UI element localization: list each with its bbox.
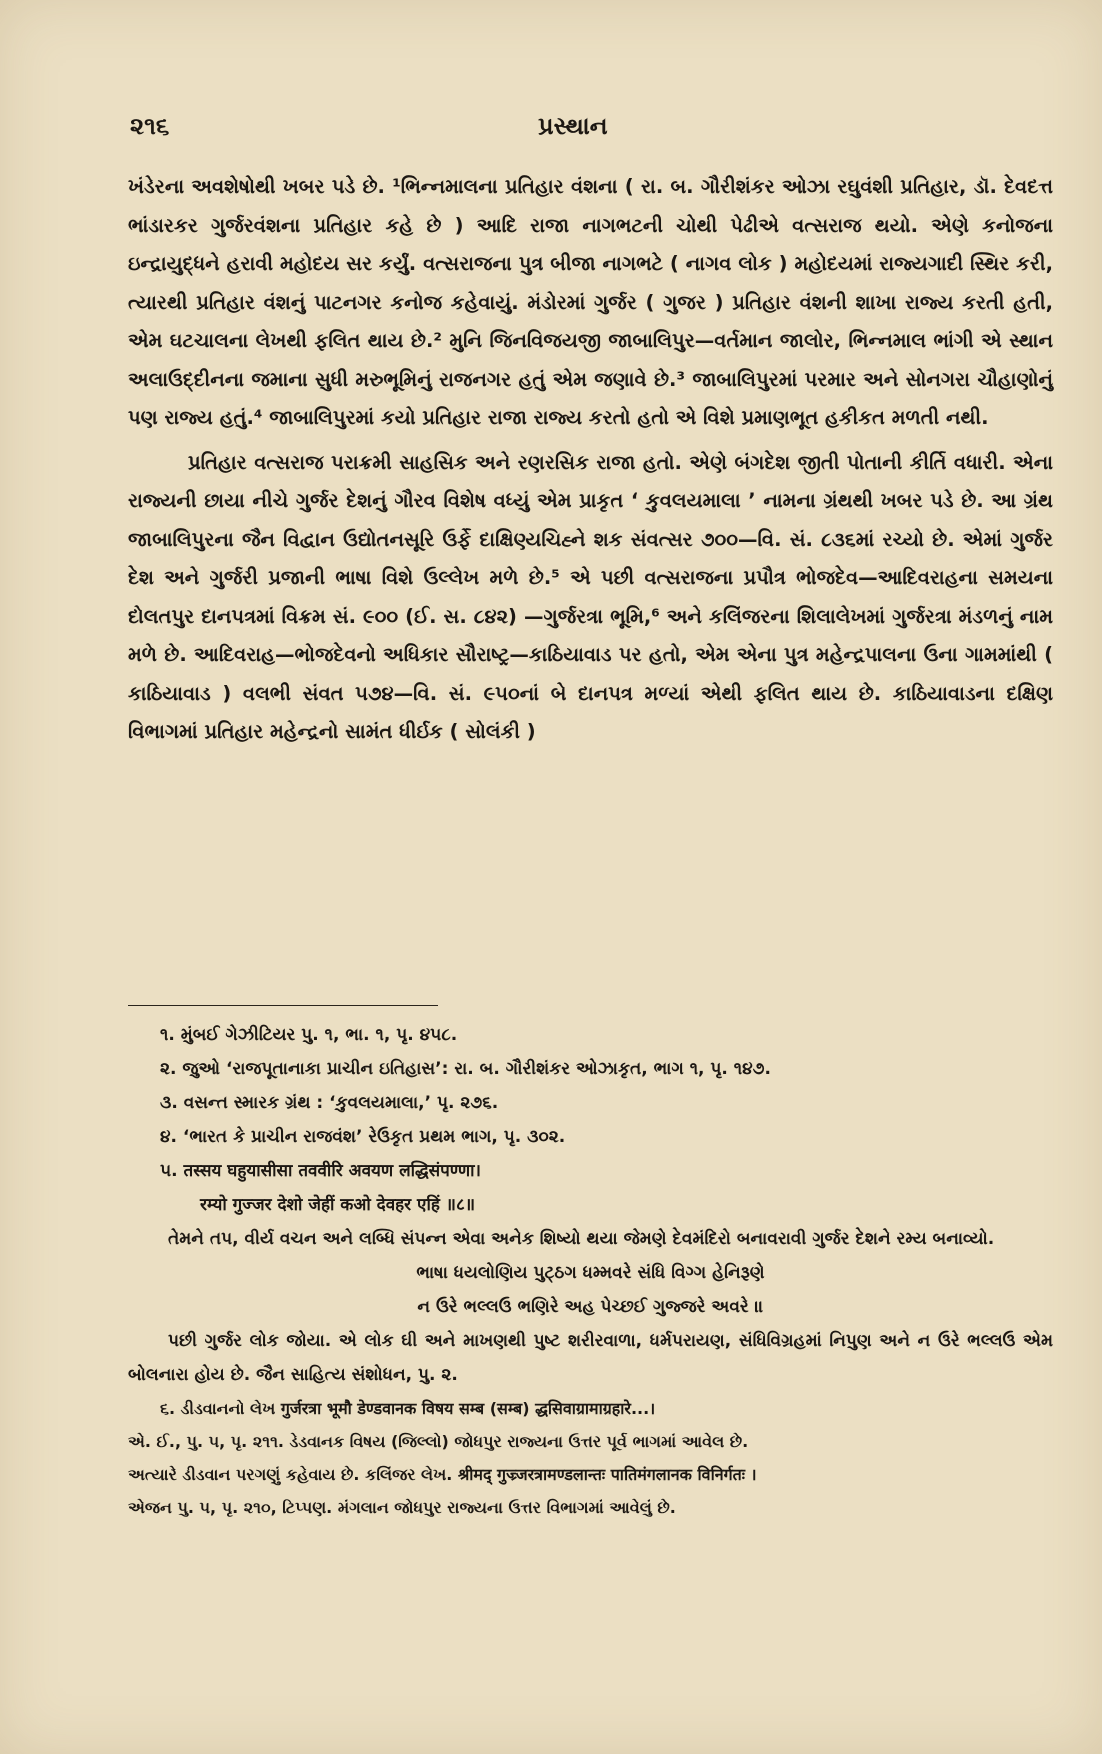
footnote-6-line-1: ૬. ડીડવાનનો લેખ गुर्जरत्रा भूमौ डेण्डवानक विषय सम्ब (सम्ब) द्धसिवाग्रामाग्रहारे...। [160, 1399, 656, 1418]
footnote-5-verse-1: ૫. तस्सय घहुयासीसा तववीरि अवयण लद्धिसंपण्णा। [160, 1161, 481, 1181]
footnote-6-line-4: એજન પુ. ૫, પૃ. ૨૧૦, ટિપ્પણ. મંગલાન જોધપુર રાજ્યના ઉત્તર વિભાગમાં આવેલું છે. [128, 1498, 676, 1517]
footnote-5-verse-2: रम्यो गुज्जर देशो जेहीं कओ देवहर एहिं ॥८॥ [200, 1195, 476, 1215]
page-number: ૨૧૬ [130, 112, 170, 140]
running-title: પ્રસ્થાન [538, 112, 608, 140]
footnote-5-gloss: તેમને તપ, વીર્ય વચન અને લબ્ધિ સંપન્ન એવા અનેક શિષ્યો થયા જેમણે દેવમંદિરો બનાવરાવી ગુર્જર દેશને રમ્ય બનાવ્યો. [168, 1229, 995, 1249]
footnote-6-line-2: એ. ઈ., પુ. ૫, પૃ. ૨૧૧. ડેડવાનક વિષય (જિલ્લો) જોધપુર રાજ્યના ઉત્તર પૂર્વ ભાગમાં આવેલ છે. [128, 1432, 749, 1451]
footnote-2: ૨. જુઓ ‘રાજપૂતાનાકા પ્રાચીન ઇતિહાસ’: રા. બ. ગૌરીશંકર ઓઝાકૃત, ભાગ ૧, પૃ. ૧૪૭. [160, 1059, 771, 1079]
paragraph-2: પ્રતિહાર વત્સરાજ પરાક્રમી સાહસિક અને રણરસિક રાજા હતો. એણે બંગદેશ જીતી પોતાની કીર્તિ વધારી. એના રાજ્યની છાયા નીચે ગુર્જર દેશનું ગૌરવ વિશેષ વધ્યું એમ પ્રાકૃત ‘ કુવલયમાલા ’ નામના ગ્રંથથી ખબર પડે છે. આ ગ્રંથ જાબાલિપુરના જૈન વિદ્વાન ઉદ્યોતનસૂરિ ઉર્ફે દાક્ષિણ્યચિહ્ને શક સંવત્સર ૭૦૦—વિ. સં. ૮૩૬માં રચ્યો છે. એમાં ગુર્જર દેશ અને ગુર્જરી પ્રજાની ભાષા વિશે ઉલ્લેખ મળે છે.⁵ એ પછી વત્સરાજના પ્રપૌત્ર ભોજદેવ—આદિવરાહના સમયના દોલતપુર દાનપત્રમાં વિક્રમ સં. ૯૦૦ (ઈ. સ. ૮૪૨) —ગુર્જરત્રા ભૂમિ,⁶ અને કલિંજરના શિલાલેખમાં ગુર્જરત્રા મંડળનું નામ મળે છે. આદિવરાહ—ભોજદેવનો અધિકાર સૌરાષ્ટ્ર—કાઠિયાવાડ પર હતો, એમ એના પુત્ર મહેન્દ્રપાલના ઉના ગામમાંથી ( કાઠિયાવાડ ) વલભી સંવત ૫૭૪—વિ. સં. ૯૫૦નાં બે દાનપત્ર મળ્યાં એથી ફલિત થાય છે. કાઠિયાવાડના દક્ષિણ વિભાગમાં પ્રતિહાર મહેન્દ્રનો સામંત ધીર્ઇક ( સોલંકી ) [128, 450, 1053, 743]
footnote-4: ૪. ‘ભારત કે પ્રાચીન રાજવંશ’ રેઉકૃત પ્રથમ ભાગ, પૃ. ૩૦૨. [160, 1127, 566, 1147]
footnote-5-prakrit-2: ન ઉરે ભલ્લઉ ભણિરે અહ પેચ્છઈ ગુજ્જરે અવરે ॥ [417, 1297, 764, 1317]
footnote-5-prakrit-1: ભાષા ધયલોણિય પુટ્ઠગ ધમ્મવરે સંધિ વિગ્ગ હેનિરૂણે [416, 1263, 765, 1283]
footnote-6-line-3: અત્યારે ડીડવાન પરગણું કહેવાય છે. કલિંજર લેખ. श्रीमद् गुज्र्जरत्रामण्डलान्तः पातिमंगलानक विनिर्गतः । [128, 1465, 757, 1484]
page-header [120, 112, 1060, 148]
footnote-divider [128, 1005, 438, 1006]
main-text [128, 168, 1053, 752]
footnotes [128, 1018, 1053, 1524]
footnote-3: ૩. વસન્ત સ્મારક ગ્રંથ : ‘કુવલયમાલા,’ પૃ. ૨૭૬. [160, 1093, 499, 1113]
footnote-1: ૧. મુંબઈ ગેઝીટિયર પુ. ૧, ભા. ૧, પૃ. ૪૫૮. [160, 1025, 458, 1045]
paragraph-1: ખંડેરના અવશેષોથી ખબર પડે છે. ¹ભિન્નમાલના પ્રતિહાર વંશના ( રા. બ. ગૌરીશંકર ઓઝા રઘુવંશી પ્રતિહાર, ડૉ. દેવદત્ત ભાંડારકર ગુર્જરવંશના પ્રતિહાર કહે છે ) આદિ રાજા નાગભટની ચોથી પેઢીએ વત્સરાજ થયો. એણે કનોજના ઇન્દ્રાયુદ્ધને હરાવી મહોદય સર કર્યું. વત્સરાજના પુત્ર બીજા નાગભટે ( નાગવ લોક ) મહોદયમાં રાજ્યગાદી સ્થિર કરી, ત્યારથી પ્રતિહાર વંશનું પાટનગર કનોજ કહેવાયું. મંડોરમાં ગુર્જર ( ગુજર ) પ્રતિહાર વંશની શાખા રાજ્ય કરતી હતી, એમ ઘટચાલના લેખથી ફલિત થાય છે.² મુનિ જિનવિજયજી જાબાલિપુર—વર્તમાન જાલોર, ભિન્નમાલ ભાંગી એ સ્થાન અલાઉદ્દીનના જમાના સુધી મરુભૂમિનું રાજનગર હતું એમ જણાવે છે.³ જાબાલિપુરમાં પરમાર અને સોનગરા ચૌહાણોનું પણ રાજ્ય હતું.⁴ જાબાલિપુરમાં કયો પ્રતિહાર રાજા રાજ્ય કરતો હતો એ વિશે પ્રમાણભૂત હકીકત મળતી નથી. [128, 175, 1053, 429]
footnote-5-gloss-2: પછી ગુર્જર લોક જોયા. એ લોક ઘી અને માખણથી પુષ્ટ શરીરવાળા, ધર્મપરાયણ, સંધિવિગ્રહમાં નિપુણ અને ન ઉરે ભલ્લઉ એમ બોલનારા હોય છે. જૈન સાહિત્ય સંશોધન, પુ. ૨. [128, 1331, 1053, 1385]
